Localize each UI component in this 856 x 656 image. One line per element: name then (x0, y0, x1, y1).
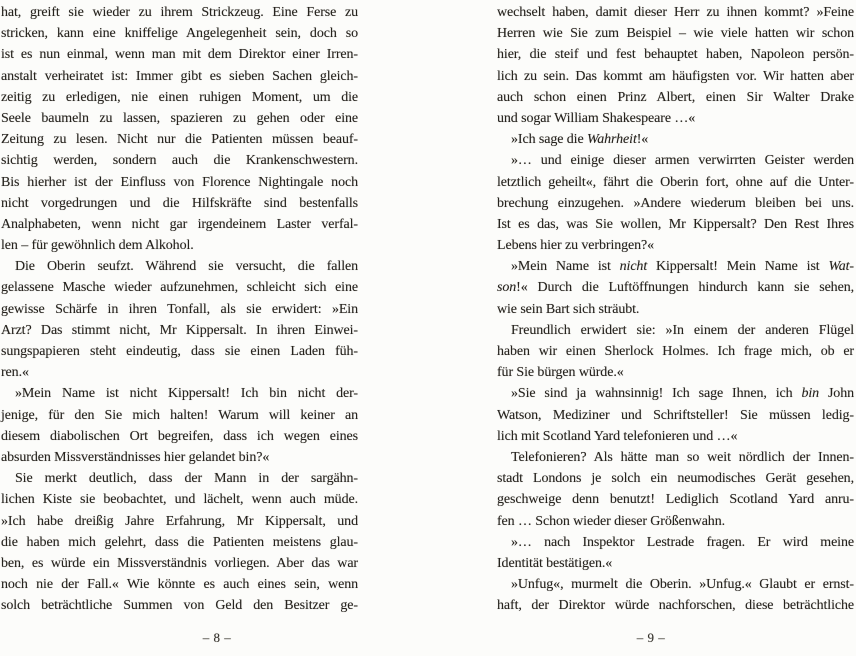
text-line: gelassene Masche wieder aufzunehmen, schleicht sich eine (1, 280, 358, 296)
text-line: Sie merkt deutlich, dass der Mann in der sargähn- (15, 471, 358, 487)
text-line: »… nach Inspektor Lestrade fragen. Er wird meine (511, 534, 854, 550)
text-line: Lebens hier zu verbringen?« (497, 238, 655, 254)
text-line: haben wir einen Sherlock Holmes. Ich frage mich, ob er (497, 344, 854, 359)
text-line: Analphabeten, wenn nicht gar irgendeinem Laster verfal- (1, 216, 358, 232)
text-line: lich zu sein. Das kommt am häufigsten vor. Wir hatten aber (497, 68, 854, 84)
text-line: und sogar William Shakespeare …« (497, 110, 696, 126)
text-line: auch schon einen Prinz Albert, einen Sir Walter Drake (497, 89, 854, 105)
text-line: ren.« (1, 365, 29, 381)
text-line: Freundlich erwidert sie: »In einem der anderen Flügel (511, 322, 854, 338)
text-line: Zeitung zu lesen. Nicht nur die Patienten müssen beauf- (1, 132, 358, 148)
text-line: Seele baumeln zu lassen, spazieren zu gehen oder eine (1, 110, 358, 126)
page-left-text (1, 2, 358, 616)
page-number-right: – 9 – (636, 630, 666, 645)
page-right (497, 2, 854, 616)
page-left (1, 2, 358, 616)
text-line: len – für gewöhnlich dem Alkohol. (1, 238, 194, 254)
text-line: Telefonieren? Als hätte man so weit nördlich der Innen- (511, 449, 854, 465)
text-line: absurden Missverständnisses hier gelandet bin?« (1, 449, 270, 465)
text-line: son!« Durch die Luftöffnungen hindurch kann sie sehen, (497, 280, 854, 296)
text-line: Watson, Mediziner und Schriftsteller! Sie müssen ledig- (497, 407, 854, 423)
text-line: ben, es würde ein Missverständnis vorliegen. Aber das war (1, 555, 358, 571)
text-line: Herren wie Sie zum Beispiel – wie viele hatten wir schon (497, 26, 854, 42)
text-line: »Ich sage die Wahrheit!« (511, 132, 649, 148)
text-line: ist es nun einmal, wenn man mit dem Direktor einer Irren- (1, 47, 358, 63)
text-line: anstalt verheiratet ist: Immer gibt es sieben Sachen gleich- (1, 68, 358, 84)
page-number-left: – 8 – (202, 630, 232, 645)
text-line: gewisse Schärfe in ihren Tonfall, als sie erwidert: »Ein (1, 301, 358, 317)
text-line: lichen Kiste sie beobachtet, und lächelt, wenn auch müde. (1, 492, 358, 508)
text-line: nicht vorgedrungen und die Hilfskräfte sind bestenfalls (1, 195, 358, 211)
text-line: lich mit Scotland Yard telefonieren und …« (497, 428, 738, 444)
text-line: sichtig werden, sondern auch die Krankenschwestern. (1, 153, 358, 169)
text-line: stricken, kann eine kniffelige Angelegenheit sein, doch so (1, 26, 358, 42)
page-right-text (497, 2, 854, 616)
text-line: »Mein Name ist nicht Kippersalt! Ich bin nicht der- (15, 386, 358, 402)
text-line: sungspapieren steht eindeutig, dass sie einen Laden füh- (1, 344, 358, 359)
text-line: Die Oberin seufzt. Während sie versucht, die fallen (15, 259, 358, 275)
text-line: Ist es das, was Sie wollen, Mr Kippersalt? Den Rest Ihres (497, 216, 854, 232)
text-line: hat, greift sie wieder zu ihrem Strickzeug. Eine Ferse zu (1, 5, 358, 20)
text-line: hier, die steif und fest behauptet haben, Napoleon persön- (497, 47, 854, 63)
text-line: stadt Londons je solch ein neumodisches Gerät gesehen, (497, 471, 854, 487)
text-line: letztlich geheilt«, fährt die Oberin fort, ohne auf die Unter- (497, 174, 854, 190)
text-line: »… und einige dieser armen verwirrten Geister werden (511, 153, 854, 169)
text-line: zeitig zu erledigen, nie einen ruhigen Moment, um die (1, 89, 358, 105)
text-line: »Mein Name ist nicht Kippersalt! Mein Name ist Wat- (511, 259, 854, 275)
text-line: jenige, für den Sie mich halten! Warum will keiner an (1, 407, 358, 423)
text-line: wie sein Bart sich sträubt. (497, 301, 640, 317)
text-line: solch beträchtliche Summen von Geld den Besitzer ge- (1, 598, 358, 614)
text-line: diesem diabolischen Ort begreifen, dass ich wegen eines (1, 428, 358, 444)
text-line: haft, der Direktor würde nachforschen, diese beträchtliche (497, 598, 854, 614)
text-line: brechung einzugehen. »Andere wiederum bleiben bei uns. (497, 195, 854, 211)
text-line: wechselt haben, damit dieser Herr zu ihnen kommt? »Feine (497, 5, 854, 20)
text-line: noch nie der Fall.« Wie könnte es auch eines sein, wenn (1, 577, 358, 593)
text-line: für Sie bürgen würde.« (497, 365, 624, 381)
text-line: »Ich habe dreißig Jahre Erfahrung, Mr Kippersalt, und (1, 513, 358, 529)
text-line: »Unfug«, murmelt die Oberin. »Unfug.« Glaubt er ernst- (511, 577, 854, 593)
text-line: Arzt? Das stimmt nicht, Mr Kippersalt. In ihren Einwei- (1, 322, 358, 338)
text-line: Identität bestätigen.« (497, 555, 613, 571)
text-line: geschweige denn benutzt! Lediglich Scotland Yard anru- (497, 492, 854, 508)
text-line: die haben mich gelehrt, dass die Patienten meistens glau- (1, 534, 358, 550)
text-line: »Sie sind ja wahnsinnig! Ich sage Ihnen, ich bin John (511, 386, 854, 402)
text-line: fen … Schon wieder dieser Größenwahn. (497, 513, 726, 529)
text-line: Bis hierher ist der Einfluss von Florence Nightingale noch (1, 174, 358, 190)
